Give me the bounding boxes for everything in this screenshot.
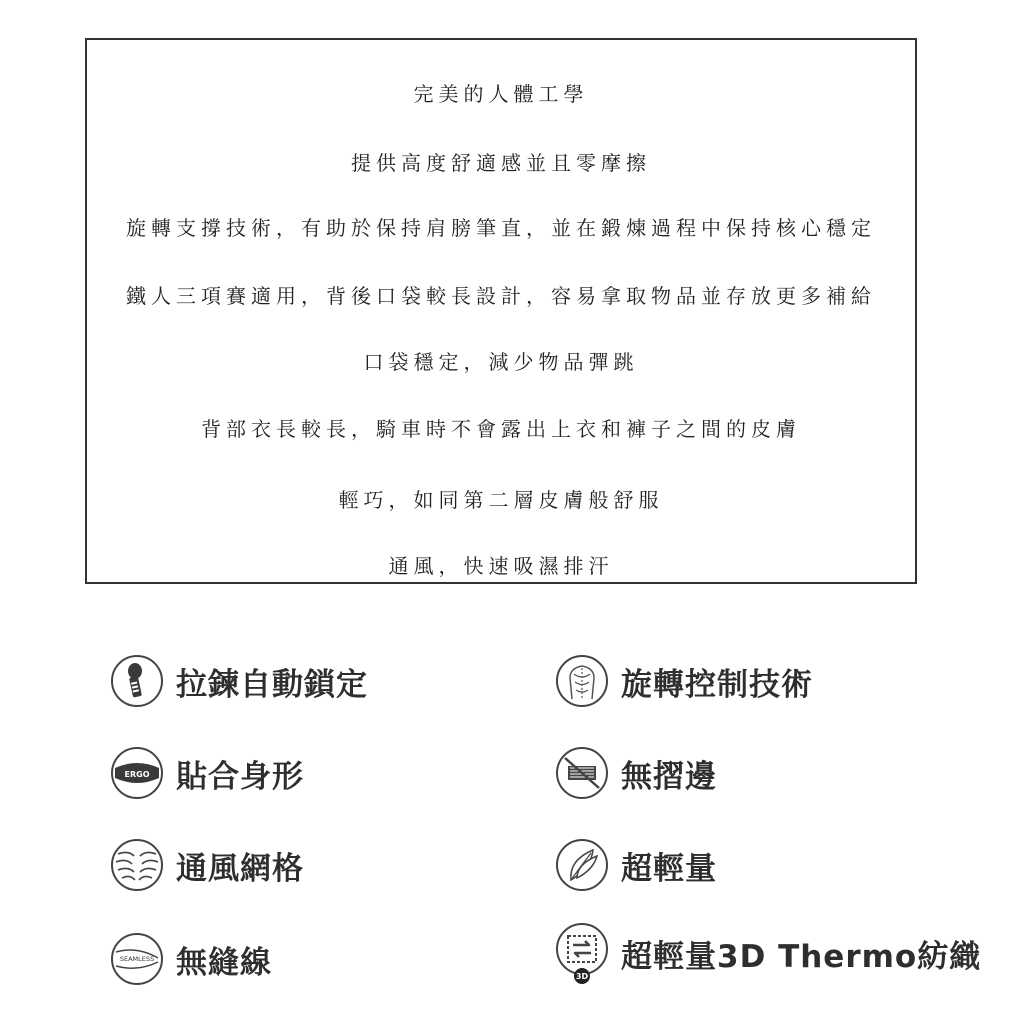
ventilation-mesh-icon <box>110 838 164 892</box>
feature-label: 貼合身形 <box>176 758 304 795</box>
feature-zipper-lock <box>110 650 368 712</box>
feature-label: 旋轉控制技術 <box>621 666 813 703</box>
feature-label: 通風網格 <box>176 850 304 887</box>
ergo-icon-text: ERGO <box>124 770 150 779</box>
no-hem-icon <box>555 746 609 800</box>
description-box <box>85 38 917 584</box>
feature-3d-thermo <box>555 922 981 984</box>
zipper-lock-icon <box>110 654 164 708</box>
description-line: 口袋穩定，減少物品彈跳 <box>363 350 639 374</box>
description-line: 鐵人三項賽適用，背後口袋較長設計，容易拿取物品並存放更多補給 <box>126 284 876 308</box>
feature-label: 拉鍊自動鎖定 <box>176 666 368 703</box>
feather-icon <box>555 838 609 892</box>
description-line: 提供高度舒適感並且零摩擦 <box>351 151 651 175</box>
feature-label: 超輕量 <box>621 850 717 887</box>
feature-label: 無摺邊 <box>621 758 717 795</box>
feature-label: 超輕量3D Thermo紡織 <box>621 938 982 975</box>
ergo-fit-icon <box>110 746 164 800</box>
feature-rotation-control <box>555 650 813 712</box>
rotation-control-icon <box>555 654 609 708</box>
feature-seamless <box>110 928 272 990</box>
seamless-icon-text: SEAMLESS <box>119 955 155 963</box>
description-line: 輕巧，如同第二層皮膚般舒服 <box>338 488 664 512</box>
description-line: 背部衣長較長，騎車時不會露出上衣和褲子之間的皮膚 <box>201 417 801 441</box>
seamless-icon <box>110 932 164 986</box>
feature-ergo-fit <box>110 742 304 804</box>
feature-ultra-light <box>555 834 717 896</box>
thermo-3d-icon <box>555 919 609 987</box>
description-line: 通風，快速吸濕排汗 <box>388 554 614 578</box>
feature-ventilation-mesh <box>110 834 304 896</box>
description-line: 旋轉支撐技術，有助於保持肩膀筆直，並在鍛煉過程中保持核心穩定 <box>126 216 876 240</box>
badge-3d-text: 3D <box>575 972 589 981</box>
description-line: 完美的人體工學 <box>413 82 589 106</box>
feature-no-hem <box>555 742 717 804</box>
feature-label: 無縫線 <box>176 944 272 981</box>
